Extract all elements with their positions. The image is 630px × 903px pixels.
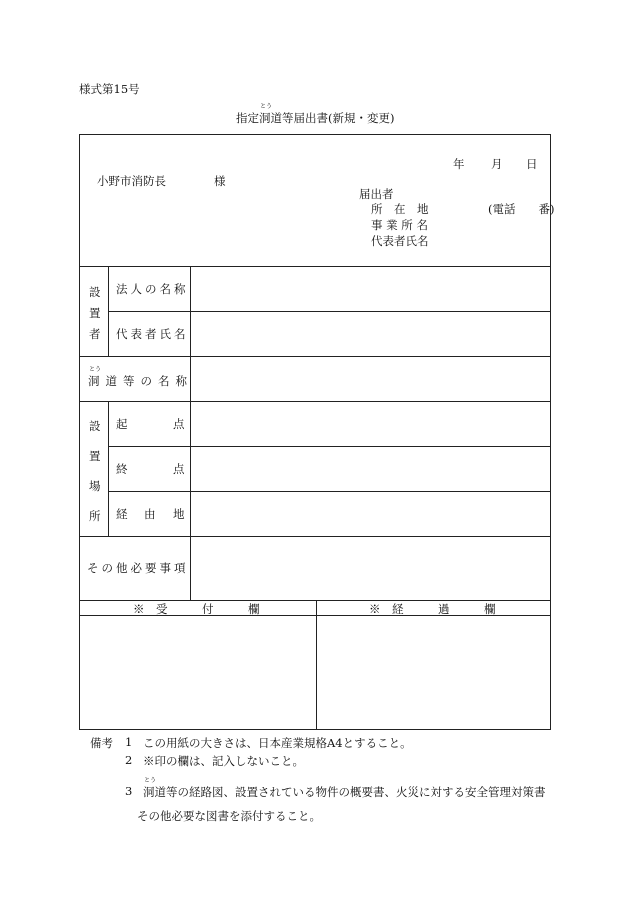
divider: [316, 600, 317, 730]
note-3-ruby-kanji: 洞: [143, 785, 155, 799]
addressee: 小野市消防長: [97, 174, 166, 188]
note-3-body: 道等の経路図、設置されている物件の概要書、火災に対する安全管理対策書: [154, 785, 546, 799]
date-year: 年: [453, 157, 465, 171]
divider: [108, 311, 551, 312]
form-number: 様式第15号: [79, 82, 140, 96]
location-label-3: 場: [89, 479, 101, 493]
note-3-ruby: とう: [144, 777, 157, 784]
tunnel-ruby-kanji: 洞: [88, 374, 100, 388]
location-label-4: 所: [89, 509, 101, 523]
title-suffix: 道等届出書(新規・変更): [270, 111, 395, 125]
start-point-b: 点: [173, 417, 185, 431]
via-a: 経: [116, 507, 128, 521]
installer-label-1: 設: [89, 285, 101, 299]
business-label: 事 業 所 名: [371, 218, 428, 232]
progress-header: ※ 経 過 欄: [369, 602, 496, 616]
via-c: 地: [173, 507, 185, 521]
representative-label: 代表者氏名: [371, 234, 429, 248]
reception-header: ※ 受 付 欄: [133, 602, 260, 616]
note-1-num: 1: [125, 735, 133, 749]
divider: [80, 401, 551, 402]
note-2-num: 2: [125, 753, 133, 767]
divider: [80, 536, 551, 537]
address-label: 所 在 地: [371, 202, 429, 216]
corp-name-label: 法人の名称: [116, 282, 189, 296]
divider: [108, 491, 551, 492]
form-title: [236, 103, 395, 126]
location-label-2: 置: [89, 449, 101, 463]
note-1-text: この用紙の大きさは、日本産業規格A4とすること。: [143, 736, 412, 750]
installer-label-3: 者: [89, 327, 101, 341]
divider: [108, 266, 109, 356]
divider: [108, 446, 551, 447]
honorific: 様: [214, 174, 226, 188]
applicant-label: 届出者: [359, 187, 394, 201]
divider: [190, 266, 191, 600]
divider: [80, 266, 551, 267]
title-prefix: 指定: [236, 111, 259, 125]
title-ruby: とう: [260, 103, 273, 110]
tunnel-ruby: とう: [89, 366, 102, 373]
start-point-a: 起: [116, 417, 128, 431]
other-items-label: その他必要事項: [87, 561, 189, 575]
divider: [80, 356, 551, 357]
installer-label-2: 置: [89, 306, 101, 320]
date-day: 日: [526, 157, 538, 171]
note-3-continuation: その他必要な図書を添付すること。: [137, 809, 321, 823]
via-b: 由: [144, 507, 156, 521]
tunnel-name-label: [88, 366, 193, 389]
note-2-text: ※印の欄は、記入しないこと。: [143, 754, 304, 768]
tunnel-name-rest: 道等の名称: [105, 374, 193, 388]
end-point-a: 終: [116, 462, 128, 476]
end-point-b: 点: [173, 462, 185, 476]
note-3-text: [143, 777, 546, 800]
date-month: 月: [491, 157, 503, 171]
notes-label: 備考: [90, 736, 113, 750]
title-ruby-kanji: 洞: [259, 111, 271, 125]
phone-label: (電話 番): [488, 202, 555, 216]
rep-name-label: 代表者氏名: [116, 327, 189, 341]
location-label-1: 設: [89, 419, 101, 433]
form-table: [79, 134, 555, 730]
note-3-num: 3: [125, 784, 133, 798]
divider: [108, 401, 109, 536]
